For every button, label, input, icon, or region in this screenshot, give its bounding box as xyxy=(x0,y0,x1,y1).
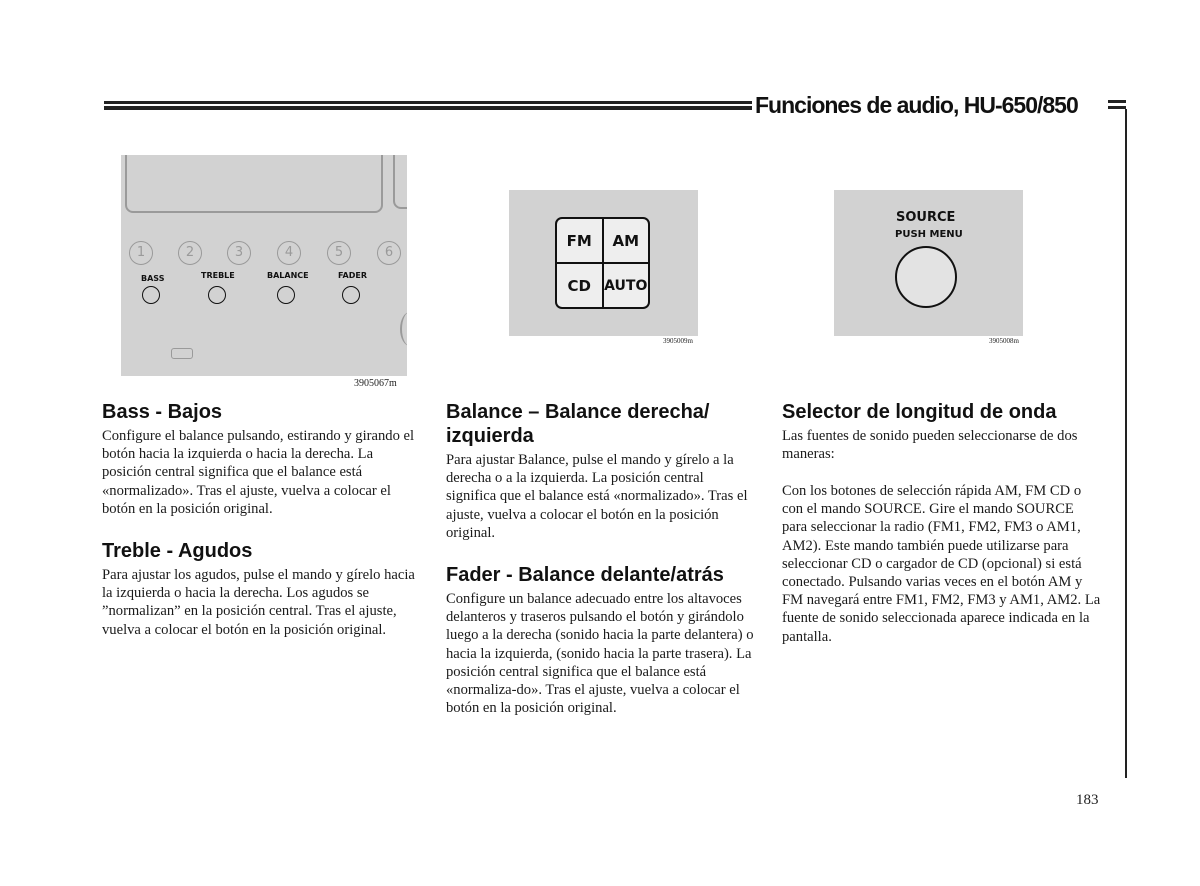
fm-key: FM xyxy=(557,219,602,262)
selector-heading: Selector de longitud de onda xyxy=(782,401,1057,423)
source-knob xyxy=(895,246,957,308)
small-slot xyxy=(171,348,193,359)
figure-code-panel: 3905067m xyxy=(354,378,397,389)
balance-label: BALANCE xyxy=(267,271,309,280)
bass-label: BASS xyxy=(141,274,165,283)
quick-select-grid xyxy=(555,217,650,309)
balance-knob xyxy=(277,286,295,304)
num-button-3: 3 xyxy=(227,241,251,265)
am-key: AM xyxy=(604,219,649,262)
header-rule-thin xyxy=(104,101,752,104)
bass-text: Configure el balance pulsando, estirando y girando el botón hacia la izquierda o hacia la derecha. La posición central significa que el balance está «normalizado». Tras el ajuste, vuelva a colocar el botón en la posición original. xyxy=(102,428,415,517)
selector-intro: Las fuentes de sonido pueden seleccionarse de dos maneras: xyxy=(782,428,1078,463)
figure-code-source: 3905008m xyxy=(989,337,1019,345)
header-rule-right-1 xyxy=(1108,100,1126,103)
bass-knob xyxy=(142,286,160,304)
num-button-1: 1 xyxy=(129,241,153,265)
audio-panel-figure xyxy=(121,155,407,376)
auto-key: AUTO xyxy=(604,264,649,307)
fader-knob xyxy=(342,286,360,304)
balance-text: Para ajustar Balance, pulse el mando y gírelo a la derecha o a la izquierda. La posición central significa que el balance está «normalizado». Tras el ajuste, vuelva a colocar el botón en la posición original. xyxy=(446,452,748,541)
figure-code-quick-select: 3905009m xyxy=(663,337,693,345)
page-number: 183 xyxy=(1076,792,1099,808)
header-rule-thick xyxy=(104,106,752,110)
panel-edge xyxy=(393,155,407,209)
display-window xyxy=(125,155,383,213)
selector-text: Con los botones de selección rápida AM, FM CD o con el mando SOURCE. Gire el mando SOURCE para seleccionar la radio (FM1, FM2, FM3 o AM1, AM2). Este mando también puede utilizarse para seleccionar CD o cargador de CD (opcional) si está conectado. Pulsando varias veces en el botón AM y FM navegará entre FM1, FM2, FM3 y AM1, AM2. La fuente de sonido seleccionada aparece indicada en la pantalla. xyxy=(782,483,1101,645)
source-figure xyxy=(834,190,1023,336)
num-button-2: 2 xyxy=(178,241,202,265)
fader-label: FADER xyxy=(338,271,368,280)
treble-text: Para ajustar los agudos, pulse el mando y gírelo hacia la izquierda o hacia la derecha. Los agudos se ”normalizan” en la posición central. Tras el ajuste, vuelva a colocar el botón en la posición original. xyxy=(102,567,415,638)
num-button-4: 4 xyxy=(277,241,301,265)
push-menu-label: PUSH MENU xyxy=(895,229,963,240)
bass-heading: Bass - Bajos xyxy=(102,401,223,423)
treble-label: TREBLE xyxy=(201,271,235,280)
fader-heading: Fader - Balance delante/atrás xyxy=(446,564,724,586)
treble-knob xyxy=(208,286,226,304)
right-arc xyxy=(400,312,407,346)
fader-text: Configure un balance adecuado entre los altavoces delanteros y traseros pulsando el botón y girándolo luego a la derecha (sonido hacia la parte delantera) o hacia la izquierda, (sonido hacia la parte trasera). La posición central significa que el balance está «normaliza-do». Tras el ajuste, vuelva a colocar el botón en la posición original. xyxy=(446,591,754,717)
quick-select-figure xyxy=(509,190,698,336)
page-title: Funciones de audio, HU-650/850 xyxy=(755,92,1078,118)
num-button-6: 6 xyxy=(377,241,401,265)
cd-key: CD xyxy=(557,264,602,307)
right-margin-rule xyxy=(1125,109,1127,778)
balance-heading: Balance – Balance derecha/ izquierda xyxy=(446,401,710,447)
source-label: SOURCE xyxy=(896,210,956,225)
header-rule-right-2 xyxy=(1108,106,1126,109)
treble-heading: Treble - Agudos xyxy=(102,540,253,562)
num-button-5: 5 xyxy=(327,241,351,265)
